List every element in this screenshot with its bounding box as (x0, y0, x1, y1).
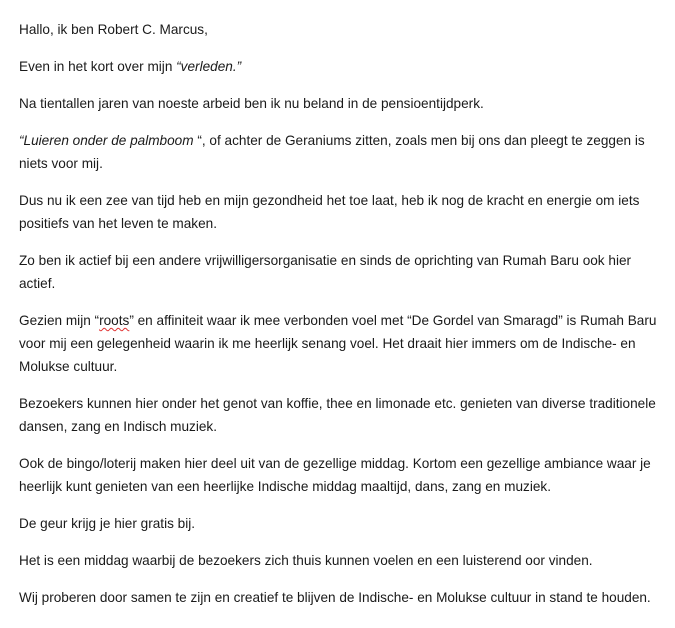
intro-emphasis: “verleden.” (176, 59, 242, 74)
roots-text: ” en affiniteit waar ik mee verbonden voel met “De Gordel van Smaragd” is Rumah Baru voor mij een gelegenheid waarin ik me heerlijk senang voel. Het draait hier immers om de Indische- en Molukse cultuur. (19, 313, 657, 374)
retirement-text: Na tientallen jaren van noeste arbeid ben ik nu beland in de pensioentijdperk. (19, 96, 484, 111)
paragraph-culture (19, 586, 669, 609)
document-body[interactable] (19, 18, 669, 623)
visitors-text: Bezoekers kunnen hier onder het genot van koffie, thee en limonade etc. genieten van diverse traditionele dansen, zang en Indisch muziek. (19, 396, 656, 434)
palmboom-quote: “Luieren onder de palmboom (19, 133, 194, 148)
paragraph-retirement (19, 92, 669, 115)
paragraph-palmboom (19, 129, 669, 175)
volunteer-text: Zo ben ik actief bij een andere vrijwilligersorganisatie en sinds de oprichting van Rumah Baru ook hier actief. (19, 253, 632, 291)
time-text: Dus nu ik een zee van tijd heb en mijn gezondheid het toe laat, heb ik nog de kracht en energie om iets positiefs van het leven te maken. (19, 193, 640, 231)
paragraph-visitors (19, 392, 669, 438)
culture-text: Wij proberen door samen te zijn en creatief te blijven de Indische- en Molukse cultuur in stand te houden. (19, 590, 651, 605)
paragraph-scent (19, 512, 669, 535)
roots-pre: Gezien mijn “ (19, 313, 100, 328)
paragraph-home (19, 549, 669, 572)
spellcheck-flagged-word[interactable]: roots (99, 313, 130, 328)
paragraph-greeting (19, 18, 669, 41)
bingo-text: Ook de bingo/loterij maken hier deel uit van de gezellige middag. Kortom een gezellige ambiance waar je heerlijk kunt genieten van een heerlijke Indische middag maaltijd, dans, zang en muziek. (19, 456, 651, 494)
paragraph-bingo (19, 452, 669, 498)
home-text: Het is een middag waarbij de bezoekers zich thuis kunnen voelen en een luisterend oor vinden. (19, 553, 593, 568)
paragraph-time (19, 189, 669, 235)
paragraph-intro (19, 55, 669, 78)
paragraph-roots (19, 309, 669, 378)
scent-text: De geur krijg je hier gratis bij. (19, 516, 196, 531)
intro-text: Even in het kort over mijn (19, 59, 177, 74)
palmboom-text: “, of achter de Geraniums zitten, zoals men bij ons dan pleegt te zeggen is niets voor mij. (19, 133, 645, 171)
paragraph-volunteer (19, 249, 669, 295)
greeting-text: Hallo, ik ben Robert C. Marcus, (19, 22, 208, 37)
